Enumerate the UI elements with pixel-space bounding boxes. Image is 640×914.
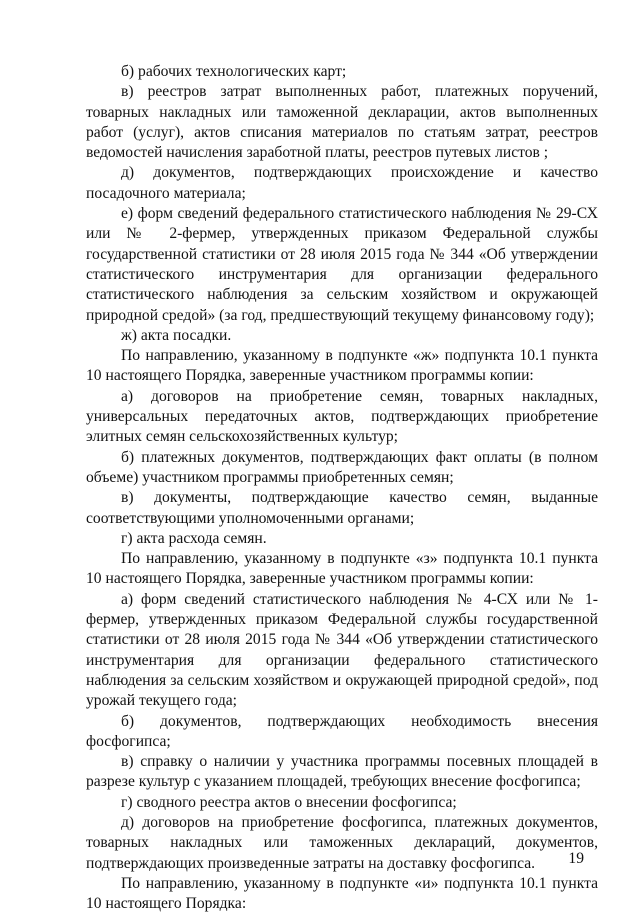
paragraph: б) рабочих технологических карт; [121, 63, 347, 80]
paragraph: в) документы, подтверждающие качество семян, выданные соответствующими уполномоченными органами; [86, 489, 598, 527]
paragraph: По направлению, указанному в подпункте «ж» подпункта 10.1 пункта 10 настоящего Порядка, заверенные участником программы копии: [86, 347, 598, 385]
paragraph: в) справку о наличии у участника программы посевных площадей в разрезе культур с указанием площадей, требующих внесение фосфогипса; [86, 753, 598, 791]
paragraph: По направлению, указанному в подпункте «з» подпункта 10.1 пункта 10 настоящего Порядка, заверенные участником программы копии: [86, 550, 598, 588]
paragraph: д) договоров на приобретение фосфогипса, платежных документов, товарных накладных или таможенных деклараций, документов, подтверждающих произведенные затраты на доставку фосфогипса. [86, 813, 598, 872]
paragraph: б) платежных документов, подтверждающих факт оплаты (в полном объеме) участником программы приобретенных семян; [86, 448, 598, 486]
paragraph: а) договоров на приобретение семян, товарных накладных, универсальных передаточных актов, подтверждающих приобретение элитных семян сельскохозяйственных культур; [86, 387, 598, 446]
paragraph: ж) акта посадки. [121, 326, 232, 344]
page-number: 19 [568, 850, 584, 867]
paragraph: г) акта расхода семян. [121, 529, 267, 547]
paragraph: а) форм сведений статистического наблюдения № 4-СХ или № 1-фермер, утвержденных приказом Федеральной службы государственной статистики от 28 июля 2015 года № 344 «Об утверждении статистического инструментария для организации федерального статистического наблюдения за сельским хозяйством и окружающей природной средой», под урожай текущего года; [86, 590, 598, 710]
paragraph: в) реестров затрат выполненных работ, платежных поручений, товарных накладных или таможенной декларации, актов выполненных работ (услуг), актов списания материалов по статьям затрат, реестров ведомостей начисления заработной платы, реестров путевых листов ; [86, 83, 598, 162]
paragraph: д) документов, подтверждающих происхождение и качество посадочного материала; [86, 164, 598, 202]
document-body [86, 62, 598, 914]
paragraph: г) сводного реестра актов о внесении фосфогипса; [121, 793, 457, 811]
paragraph: б) документов, подтверждающих необходимость внесения фосфогипса; [86, 712, 598, 750]
paragraph: е) форм сведений федерального статистического наблюдения № 29-СХ или № 2-фермер, утвержденных приказом Федеральной службы государственной статистики от 28 июля 2015 года № 344 «Об утверждении статистического инструментария для организации федерального статистического наблюдения за сельским хозяйством и окружающей природной средой» (за год, предшествующий текущему финансовому году); [86, 205, 598, 324]
paragraph: По направлению, указанному в подпункте «и» подпункта 10.1 пункта 10 настоящего Порядка: [86, 874, 598, 913]
